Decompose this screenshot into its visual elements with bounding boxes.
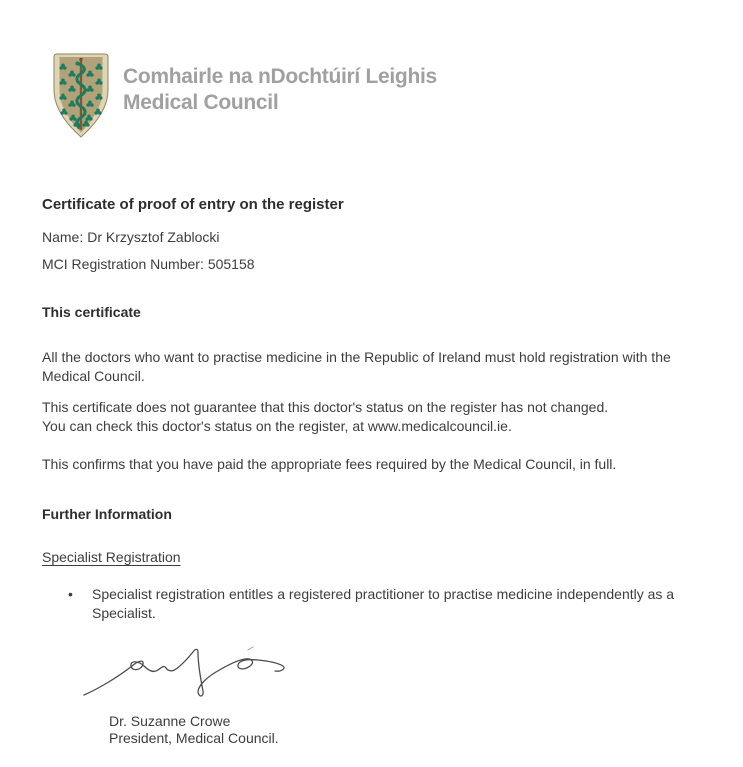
paragraph-line: This confirms that you have paid the appropriate fees required by the Medical Council, in full. xyxy=(42,456,617,472)
paragraph-line: Specialist. xyxy=(92,605,156,621)
name-label: Name: xyxy=(42,229,84,245)
registration-line xyxy=(42,255,715,274)
bullet-marker: • xyxy=(68,586,73,602)
name-line xyxy=(42,228,715,247)
signatory-title: President, Medical Council. xyxy=(109,730,279,746)
paragraph-line: This certificate does not guarantee that this doctor's status on the register has not changed. xyxy=(42,399,609,415)
bullet-text xyxy=(92,585,674,623)
paragraph-line: You can check this doctor's status on the register, at www.medicalcouncil.ie. xyxy=(42,418,512,434)
medical-council-logo xyxy=(52,50,743,140)
this-certificate-heading: This certificate xyxy=(42,304,141,320)
registration-requirement-paragraph xyxy=(42,348,715,386)
paragraph-line: Medical Council. xyxy=(42,368,145,384)
handwritten-signature xyxy=(82,645,287,700)
fees-paragraph xyxy=(42,455,715,474)
logo-english-name: Medical Council xyxy=(123,91,279,114)
paragraph-line: Specialist registration entitles a registered practitioner to practise medicine independently as a xyxy=(92,586,675,602)
certificate-body xyxy=(42,195,715,747)
registration-label: MCI Registration Number: xyxy=(42,256,204,272)
name-value: Dr Krzysztof Zablocki xyxy=(87,229,220,245)
registration-value: 505158 xyxy=(207,256,255,272)
medical-council-shield-icon xyxy=(52,50,110,140)
specialist-registration-subheading: Specialist Registration xyxy=(42,549,181,565)
further-information-heading: Further Information xyxy=(42,506,172,522)
signatory-block xyxy=(109,713,715,747)
logo-irish-name: Comhairle na nDochtúirí Leighis xyxy=(123,65,437,88)
signatory-name: Dr. Suzanne Crowe xyxy=(109,713,231,729)
logo-wordmark xyxy=(123,50,437,116)
certificate-title: Certificate of proof of entry on the register xyxy=(42,196,344,213)
specialist-registration-bullet xyxy=(42,585,715,623)
signature-scribble-icon xyxy=(82,645,287,700)
status-disclaimer-paragraph xyxy=(42,398,715,436)
paragraph-line: All the doctors who want to practise medicine in the Republic of Ireland must hold registration with the xyxy=(42,349,671,365)
